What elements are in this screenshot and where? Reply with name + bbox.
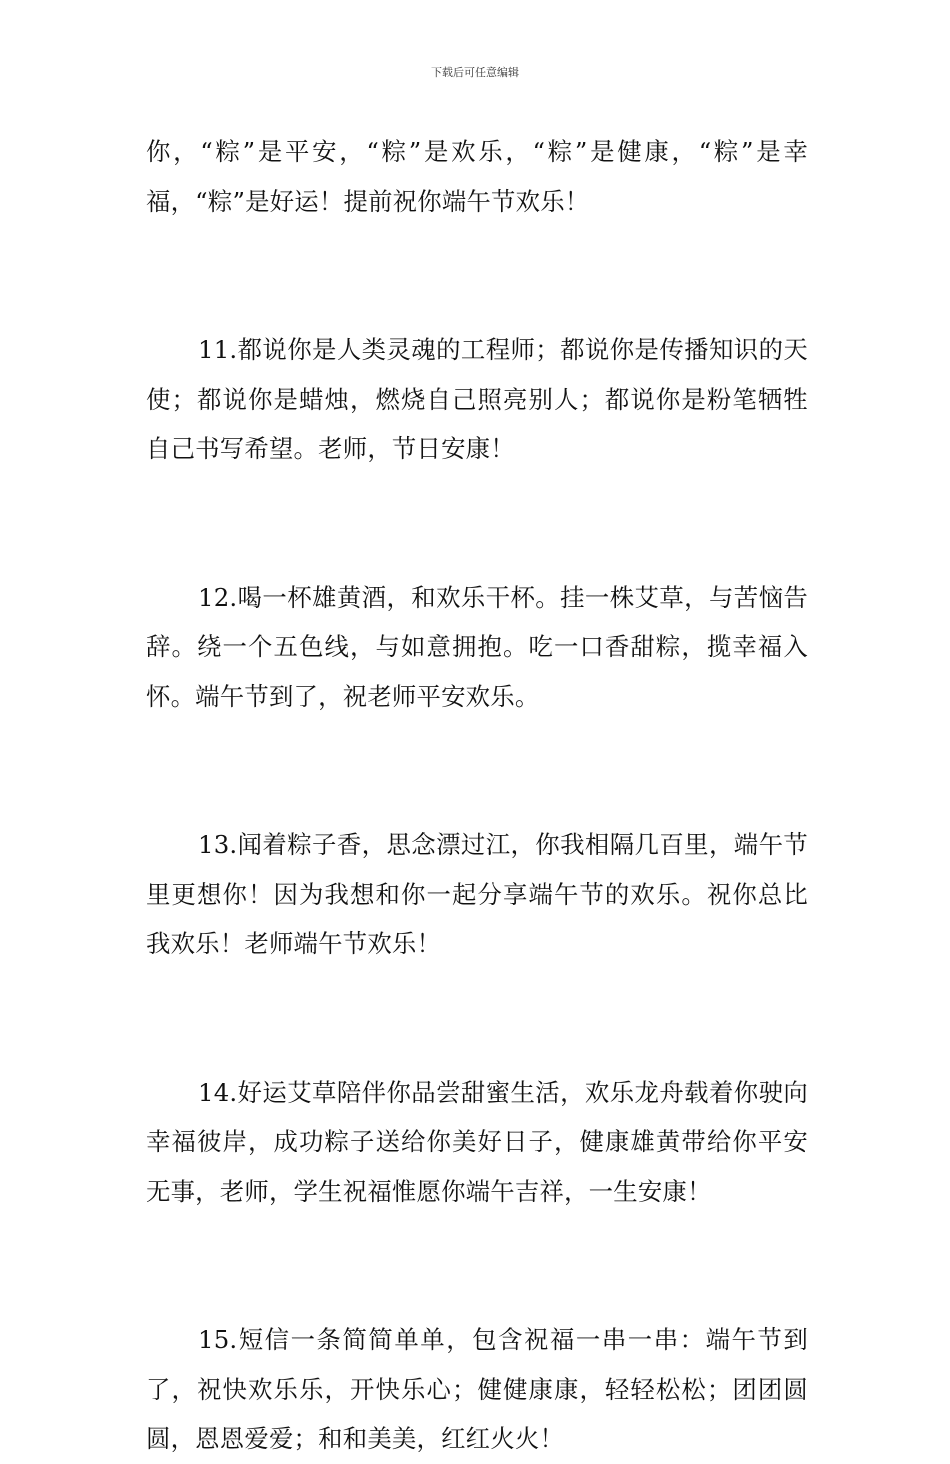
- paragraph-item-12: 12.喝一杯雄黄酒，和欢乐干杯。挂一株艾草，与苦恼告辞。绕一个五色线，与如意拥抱。吃一口香甜粽，揽幸福入怀。端午节到了，祝老师平安欢乐。: [146, 582, 808, 711]
- paragraph-item-15: 15.短信一条简简单单，包含祝福一串一串：端午节到了，祝快欢乐乐，开快乐心；健健康康，轻轻松松；团团圆圆，恩恩爱爱；和和美美，红红火火！: [146, 1325, 808, 1453]
- document-body: [146, 127, 808, 1464]
- paragraph-item-13: 13.闻着粽子香，思念漂过江，你我相隔几百里，端午节里更想你！因为我想和你一起分享端午节的欢乐。祝你总比我欢乐！老师端午节欢乐！: [146, 830, 808, 958]
- paragraph-item-11: 11.都说你是人类灵魂的工程师；都说你是传播知识的天使；都说你是蜡烛，燃烧自己照亮别人；都说你是粉笔牺牲自己书写希望。老师，节日安康！: [146, 335, 808, 463]
- page-header: 下载后可任意编辑: [431, 66, 519, 79]
- paragraph-continuation: 你，“粽”是平安，“粽”是欢乐，“粽”是健康，“粽”是幸福，“粽”是好运！提前祝你端午节欢乐！: [146, 137, 808, 216]
- paragraph-item-14: 14.好运艾草陪伴你品尝甜蜜生活，欢乐龙舟载着你驶向幸福彼岸，成功粽子送给你美好日子，健康雄黄带给你平安无事，老师，学生祝福惟愿你端午吉祥，一生安康！: [146, 1077, 808, 1206]
